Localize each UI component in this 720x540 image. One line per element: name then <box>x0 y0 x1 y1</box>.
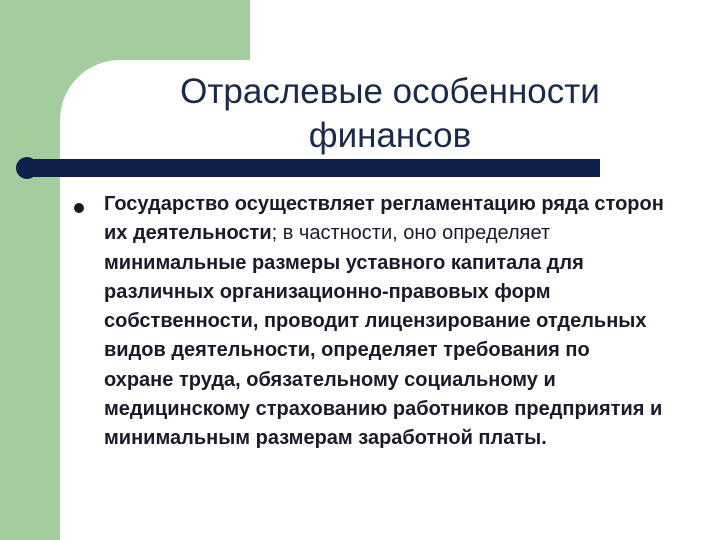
bullet-text-part-2: ; в частности, оно определяет <box>271 222 551 245</box>
slide-title: Отраслевые особенности финансов <box>180 72 600 155</box>
title-divider <box>16 157 600 179</box>
bullet-text <box>104 190 664 454</box>
bullet-text-part-1: Государство осуществляет регламентацию ряда сторон их деятельности <box>104 193 664 245</box>
bullet-icon <box>74 203 84 213</box>
title-divider-dot <box>16 157 38 179</box>
bullet-text-part-3: минимальные размеры уставного капитала для различных организационно-правовых форм собственности, проводит лицензирование отдельных видов деятельности, определяет требования по охране труда, обязательному социальному и медицинскому страхованию работников предприятия и минимальным размерам заработной платы. <box>104 251 663 450</box>
title-divider-bar <box>26 159 600 177</box>
